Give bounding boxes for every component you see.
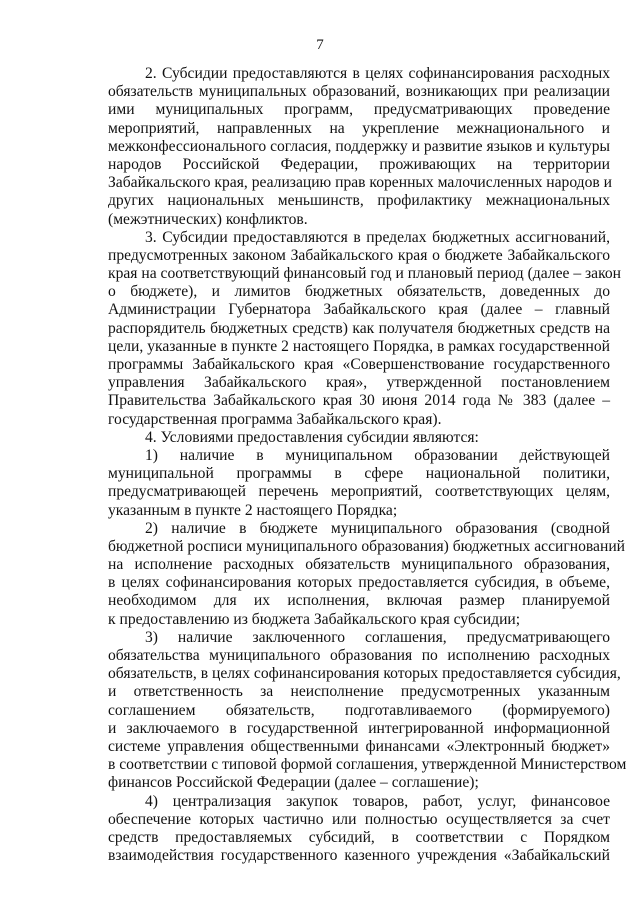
text-line: обеспечение которых частично или полностью осуществляется за счет (108, 810, 610, 828)
text-line: предусматривающей перечень мероприятий, соответствующих целям, (108, 483, 610, 501)
text-line: Администрации Губернатора Забайкальского края (далее – главный (108, 301, 610, 319)
text-line: на исполнение расходных обязательств муниципального образования, (108, 556, 610, 574)
text-line: муниципальной программы в сфере национальной политики, (108, 465, 610, 483)
text-line: (межэтнических) конфликтов. (108, 210, 308, 228)
text-line: в соответствии с типовой формой соглашения, утвержденной Министерством (108, 756, 627, 774)
paragraph-p2 (108, 65, 613, 229)
document-body (108, 65, 627, 865)
text-line: средств предоставляемых субсидий, в соответствии с Порядком (108, 828, 610, 846)
text-line: необходимом для их исполнения, включая размер планируемой (108, 592, 610, 610)
text-line: 3. Субсидии предоставляются в пределах бюджетных ассигнований, (145, 228, 610, 246)
text-line: ими муниципальных программ, предусматривающих проведение (108, 101, 610, 119)
text-line: указанным в пункте 2 настоящего Порядка; (108, 501, 398, 519)
text-line: Правительства Забайкальского края 30 июня 2014 года № 383 (далее – (108, 392, 610, 410)
text-line: народов Российской Федерации, проживающих на территории (108, 155, 610, 173)
text-line: и заключаемого в государственной интегрированной информационной (108, 719, 610, 737)
text-line: системе управления общественными финансами «Электронный бюджет» (108, 737, 610, 755)
text-line: мероприятий, направленных на укрепление межнационального и (108, 119, 610, 137)
text-line: края на соответствующий финансовый год и плановый период (далее – закон (108, 265, 622, 283)
text-line: программы Забайкальского края «Совершенствование государственного (108, 356, 610, 373)
paragraph-p4-4 (108, 793, 610, 866)
text-line: 2) наличие в бюджете муниципального образования (сводной (145, 519, 610, 537)
page-number: 7 (316, 37, 324, 53)
paragraph-p4-2 (108, 519, 626, 629)
paragraph-p3 (108, 228, 622, 429)
text-line: государственная программа Забайкальского края). (108, 410, 442, 428)
text-line: 3) наличие заключенного соглашения, предусматривающего (145, 628, 610, 646)
text-line: 1) наличие в муниципальном образовании действующей (145, 446, 610, 464)
paragraph-p4-3 (108, 628, 627, 793)
text-line: бюджетной росписи муниципального образования) бюджетных ассигнований (108, 537, 626, 555)
text-line: 4. Условиями предоставления субсидии являются: (145, 428, 479, 446)
text-line: соглашением обязательств, подготавливаемого (формируемого) (108, 701, 610, 719)
text-line: межконфессионального согласия, поддержку и развитие языков и культуры (108, 137, 610, 155)
text-line: предусмотренных законом Забайкальского края о бюджете Забайкальского (108, 246, 610, 264)
text-line: о бюджете), и лимитов бюджетных обязательств, доведенных до (108, 283, 610, 301)
text-line: обязательств муниципальных образований, возникающих при реализации (108, 83, 610, 101)
text-line: цели, указанные в пункте 2 настоящего Порядка, в рамках государственной (108, 337, 610, 355)
text-line: обязательств, в целях софинансирования которых предоставляется субсидия, (108, 665, 621, 683)
text-line: 2. Субсидии предоставляются в целях софинансирования расходных (145, 65, 610, 82)
text-line: финансов Российской Федерации (далее – соглашение); (108, 774, 479, 792)
text-line: Забайкальского края, реализацию прав коренных малочисленных народов и (108, 174, 613, 192)
text-line: и ответственность за неисполнение предусмотренных указанным (108, 683, 610, 701)
text-line: 4) централизация закупок товаров, работ, услуг, финансовое (145, 792, 610, 810)
text-line: распорядитель бюджетных средств) как получателя бюджетных средств на (108, 319, 610, 337)
text-line: других национальных меньшинств, профилактику межнациональных (108, 192, 610, 210)
text-line: к предоставлению из бюджета Забайкальского края субсидии; (108, 610, 521, 628)
text-line: управления Забайкальского края», утвержденной постановлением (108, 374, 610, 392)
paragraph-p4 (108, 429, 610, 447)
paragraph-p4-1 (108, 447, 610, 520)
text-line: в целях софинансирования которых предоставляется субсидия, в объеме, (108, 574, 610, 592)
text-line: обязательства муниципального образования по исполнению расходных (108, 647, 610, 664)
text-line: взаимодействия государственного казенного учреждения «Забайкальский (108, 847, 610, 865)
